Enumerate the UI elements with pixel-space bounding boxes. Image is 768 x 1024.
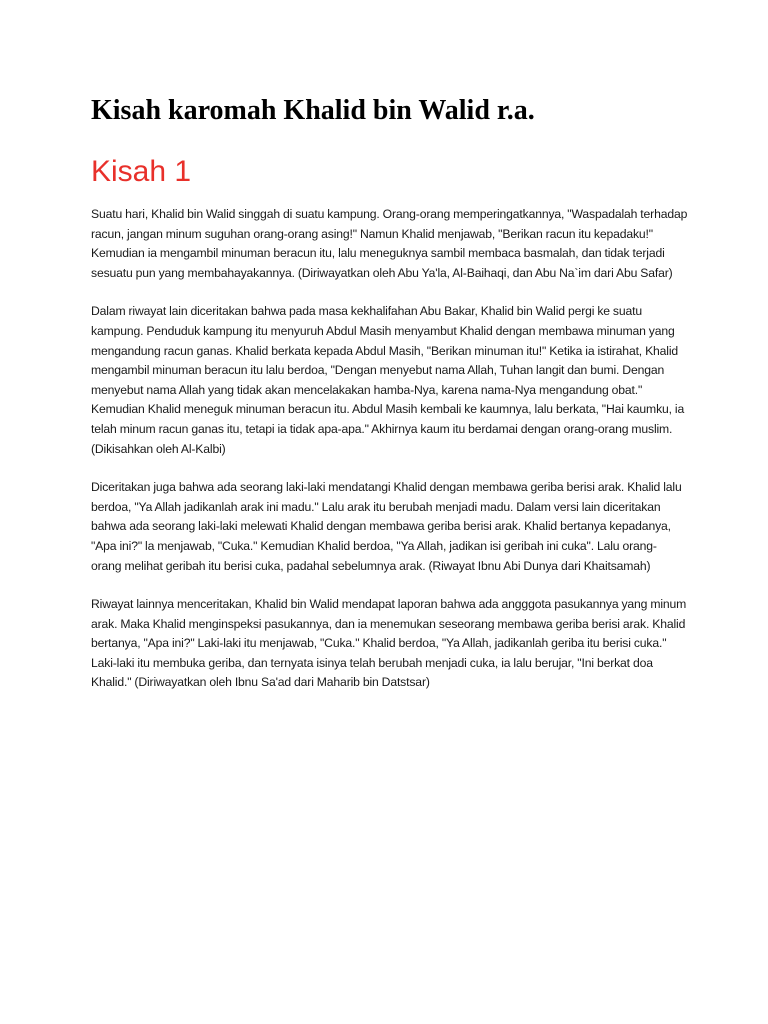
paragraph-2: Dalam riwayat lain diceritakan bahwa pada masa kekhalifahan Abu Bakar, Khalid bin Walid pergi ke suatu kampung. Penduduk kampung itu menyuruh Abdul Masih menyambut Khalid dengan membawa minuman yang mengandung racun ganas. Khalid berkata kepada Abdul Masih, "Berikan minuman itu!" Ketika ia istirahat, Khalid mengambil minuman beracun itu lalu berdoa, "Dengan menyebut nama Allah, Tuhan langit dan bumi. Dengan menyebut nama Allah yang tidak akan mencelakakan hamba-Nya, karena nama-Nya mengandung obat." Kemudian Khalid meneguk minuman beracun itu. Abdul Masih kembali ke kaumnya, lalu berkata, "Hai kaumku, ia telah minum racun ganas itu, tetapi ia tidak apa-apa." Akhirnya kaum itu berdamai dengan orang-orang muslim. (Dikisahkan oleh Al-Kalbi) [91,304,685,456]
section-heading: Kisah 1 [91,155,192,188]
paragraph-3: Diceritakan juga bahwa ada seorang laki-laki mendatangi Khalid dengan membawa geriba berisi arak. Khalid lalu berdoa, "Ya Allah jadikanlah arak ini madu." Lalu arak itu berubah menjadi madu. Dalam versi lain diceritakan bahwa ada seorang laki-laki melewati Khalid dengan membawa geriba berisi arak. Khalid bertanya kepadanya, "Apa ini?" la menjawab, "Cuka." Kemudian Khalid berdoa, "Ya Allah, jadikan isi geribah ini cuka". Lalu orang- orang melihat geribah itu berisi cuka, padahal sebelumnya arak. (Riwayat Ibnu Abi Dunya dari Khaitsamah) [91,480,682,573]
document-title: Kisah karomah Khalid bin Walid r.a. [91,95,535,126]
paragraph-1: Suatu hari, Khalid bin Walid singgah di suatu kampung. Orang-orang memperingatkannya, "Waspadalah terhadap racun, jangan minum suguhan orang-orang asing!" Namun Khalid menjawab, "Berikan racun itu kepadaku!" Kemudian ia mengambil minuman beracun itu, lalu meneguknya sambil membaca basmalah, dan tidak terjadi sesuatu pun yang membahayakannya. (Diriwayatkan oleh Abu Ya'la, Al-Baihaqi, dan Abu Na`im dari Abu Safar) [91,207,688,280]
paragraph-4: Riwayat lainnya menceritakan, Khalid bin Walid mendapat laporan bahwa ada angggota pasukannya yang minum arak. Maka Khalid menginspeksi pasukannya, dan ia menemukan seseorang membawa geriba berisi arak. Khalid bertanya, "Apa ini?" Laki-laki itu menjawab, "Cuka." Khalid berdoa, "Ya Allah, jadikanlah geriba itu berisi cuka." Laki-laki itu membuka geriba, dan ternyata isinya telah berubah menjadi cuka, ia lalu berujar, "Ini berkat doa Khalid." (Diriwayatkan oleh Ibnu Sa'ad dari Maharib bin Datstsar) [91,597,687,690]
